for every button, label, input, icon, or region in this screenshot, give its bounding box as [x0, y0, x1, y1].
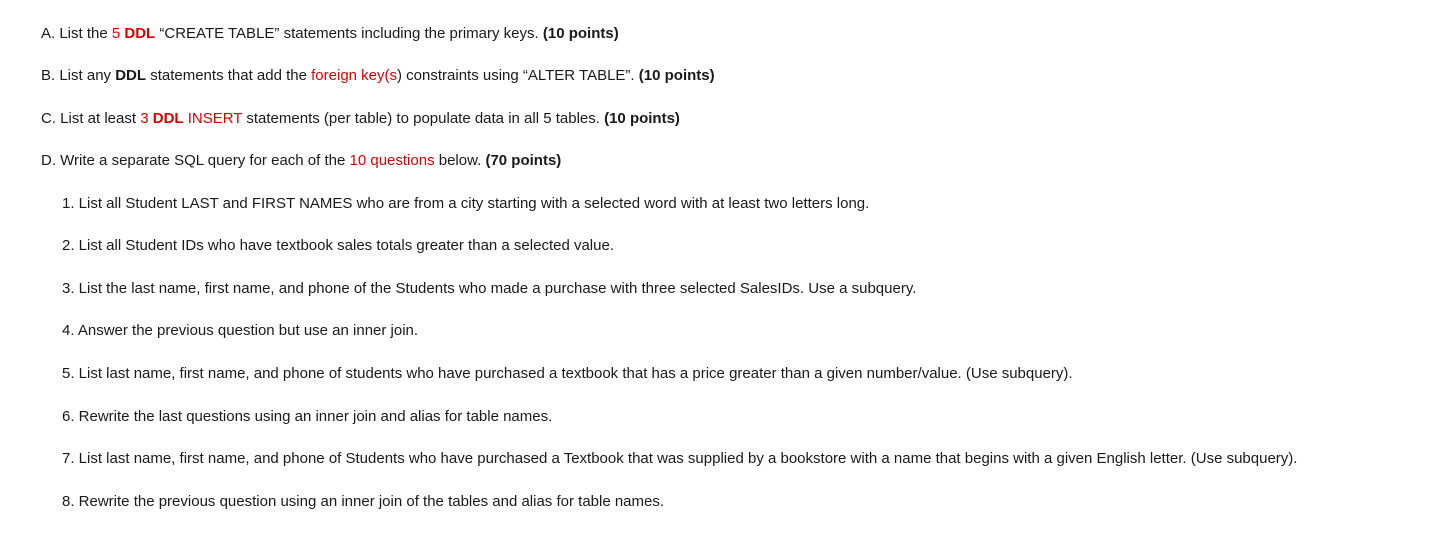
section-c-text-2: statements (per table) to populate data in all 5 tables.	[242, 110, 605, 127]
question-5: 5. List last name, first name, and phone of students who have purchased a textbook that has a price greater than a given number/value. (Use subquery).	[62, 365, 1073, 382]
section-b-ddl: DDL	[115, 67, 147, 84]
section-c-text: C. List at least	[41, 110, 141, 127]
section-b-text: B. List any	[41, 67, 116, 84]
question-3: 3. List the last name, first name, and phone of the Students who made a purchase with three selected SalesIDs. Use a subquery.	[62, 280, 917, 297]
section-b-points: (10 points)	[638, 67, 715, 84]
section-d-points: (70 points)	[485, 152, 562, 169]
section-d-text-2: below.	[434, 152, 486, 169]
section-a-ddl: DDL	[124, 25, 156, 42]
section-d-text: D. Write a separate SQL query for each of the	[41, 152, 350, 169]
question-8: 8. Rewrite the previous question using an inner join of the tables and alias for table names.	[62, 493, 665, 510]
section-c-points: (10 points)	[604, 110, 680, 127]
section-a-points: (10 points)	[542, 25, 619, 42]
section-a	[41, 25, 619, 43]
section-a-text-2: “CREATE TABLE” statements including the primary keys.	[155, 25, 543, 42]
section-c	[41, 110, 680, 128]
question-6: 6. Rewrite the last questions using an inner join and alias for table names.	[62, 408, 553, 425]
question-4: 4. Answer the previous question but use an inner join.	[62, 322, 419, 339]
question-1: 1. List all Student LAST and FIRST NAMES who are from a city starting with a selected word with at least two letters long.	[62, 195, 870, 212]
section-a-text: A. List the	[41, 25, 112, 42]
section-c-insert: INSERT	[183, 110, 243, 127]
section-d	[41, 152, 561, 170]
section-d-questions-count: 10 questions	[349, 152, 435, 169]
section-a-count: 5	[111, 25, 125, 42]
section-c-count: 3	[140, 110, 153, 127]
section-b-foreign-keys: foreign key(s	[311, 67, 398, 84]
section-c-ddl: DDL	[152, 110, 184, 127]
question-2: 2. List all Student IDs who have textbook sales totals greater than a selected value.	[62, 237, 614, 254]
question-7: 7. List last name, first name, and phone of Students who have purchased a Textbook that was supplied by a bookstore with a name that begins with a given English letter. (Use subquery).	[62, 450, 1298, 467]
section-b	[41, 67, 715, 85]
section-b-text-2: statements that add the	[146, 67, 312, 84]
section-b-text-3: ) constraints using “ALTER TABLE”.	[397, 67, 639, 84]
